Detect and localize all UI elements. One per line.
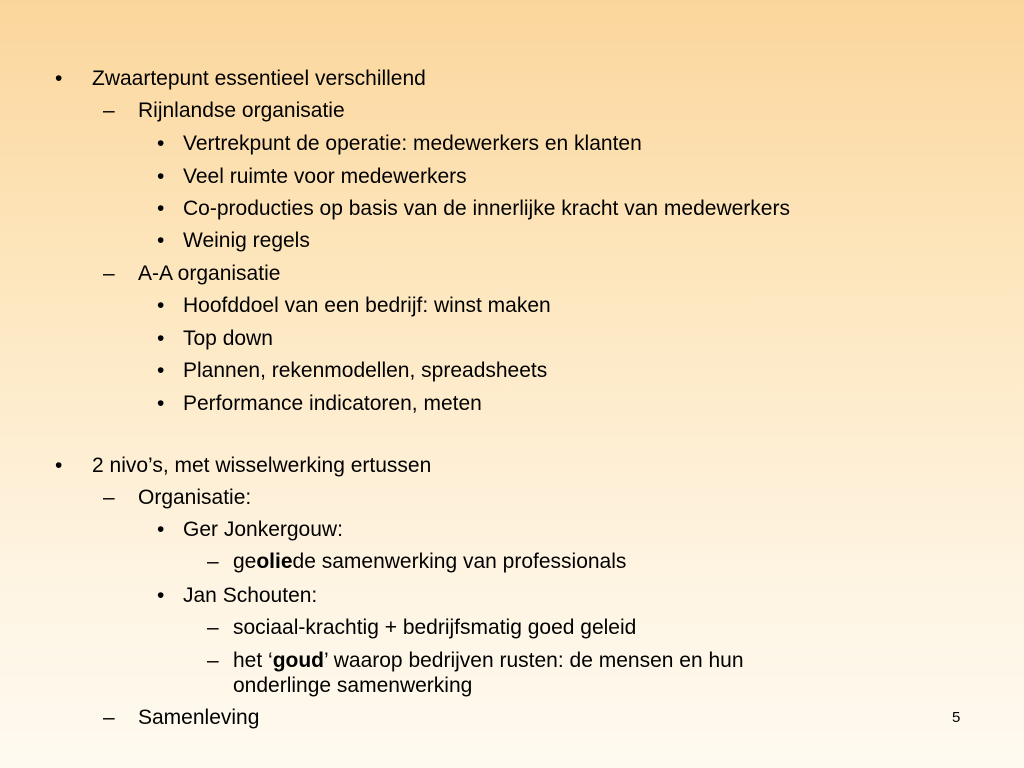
text-part: het ‘ bbox=[233, 649, 273, 672]
bullet-text: Top down bbox=[183, 327, 273, 350]
bullet-text: Ger Jonkergouw: bbox=[183, 518, 343, 541]
bullet-text: sociaal-krachtig + bedrijfsmatig goed geleid bbox=[233, 616, 637, 639]
bullet-text: Vertrekpunt de operatie: medewerkers en klanten bbox=[183, 132, 642, 155]
bullet-text: Veel ruimte voor medewerkers bbox=[183, 165, 467, 188]
bullet-marker: • bbox=[157, 584, 165, 607]
bullet-marker: • bbox=[157, 359, 165, 382]
text-part: ge bbox=[233, 550, 257, 573]
bullet-marker: • bbox=[157, 294, 165, 317]
bullet-text: Co-producties op basis van de innerlijke kracht van medewerkers bbox=[183, 197, 790, 220]
bullet-marker: • bbox=[157, 518, 165, 541]
dash-marker: – bbox=[207, 649, 219, 672]
bullet-text: Jan Schouten: bbox=[183, 584, 318, 607]
dash-marker: – bbox=[103, 486, 115, 509]
bullet-text: Weinig regels bbox=[183, 229, 310, 252]
slide-number: 5 bbox=[952, 709, 961, 726]
bullet-marker: • bbox=[55, 454, 63, 477]
bullet-marker: • bbox=[157, 132, 165, 155]
bullet-marker: • bbox=[157, 165, 165, 188]
text-emphasis: olie bbox=[256, 550, 293, 573]
bullet-text: A-A organisatie bbox=[138, 262, 281, 285]
bullet-text: Organisatie: bbox=[138, 486, 252, 509]
text-emphasis: goud bbox=[272, 649, 325, 672]
dash-marker: – bbox=[103, 262, 115, 285]
bullet-text bbox=[233, 648, 744, 674]
bullet-marker: • bbox=[157, 197, 165, 220]
bullet-marker: • bbox=[55, 67, 63, 90]
bullet-text: Plannen, rekenmodellen, spreadsheets bbox=[183, 359, 548, 382]
bullet-text: Zwaartepunt essentieel verschillend bbox=[92, 67, 426, 90]
bullet-text bbox=[233, 549, 626, 575]
bullet-text: Performance indicatoren, meten bbox=[183, 392, 482, 415]
dash-marker: – bbox=[103, 706, 115, 729]
bullet-text: 2 nivo’s, met wisselwerking ertussen bbox=[92, 454, 432, 477]
dash-marker: – bbox=[207, 550, 219, 573]
bullet-marker: • bbox=[157, 327, 165, 350]
bullet-marker: • bbox=[157, 229, 165, 252]
dash-marker: – bbox=[103, 99, 115, 122]
bullet-text: Hoofddoel van een bedrijf: winst maken bbox=[183, 294, 551, 317]
bullet-text: onderlinge samenwerking bbox=[233, 674, 473, 697]
bullet-text: Rijnlandse organisatie bbox=[138, 99, 345, 122]
dash-marker: – bbox=[207, 616, 219, 639]
text-part: de samenwerking van professionals bbox=[292, 550, 627, 573]
text-part: ’ waarop bedrijven rusten: de mensen en hun bbox=[324, 649, 744, 672]
bullet-marker: • bbox=[157, 392, 165, 415]
bullet-text: Samenleving bbox=[138, 706, 260, 729]
